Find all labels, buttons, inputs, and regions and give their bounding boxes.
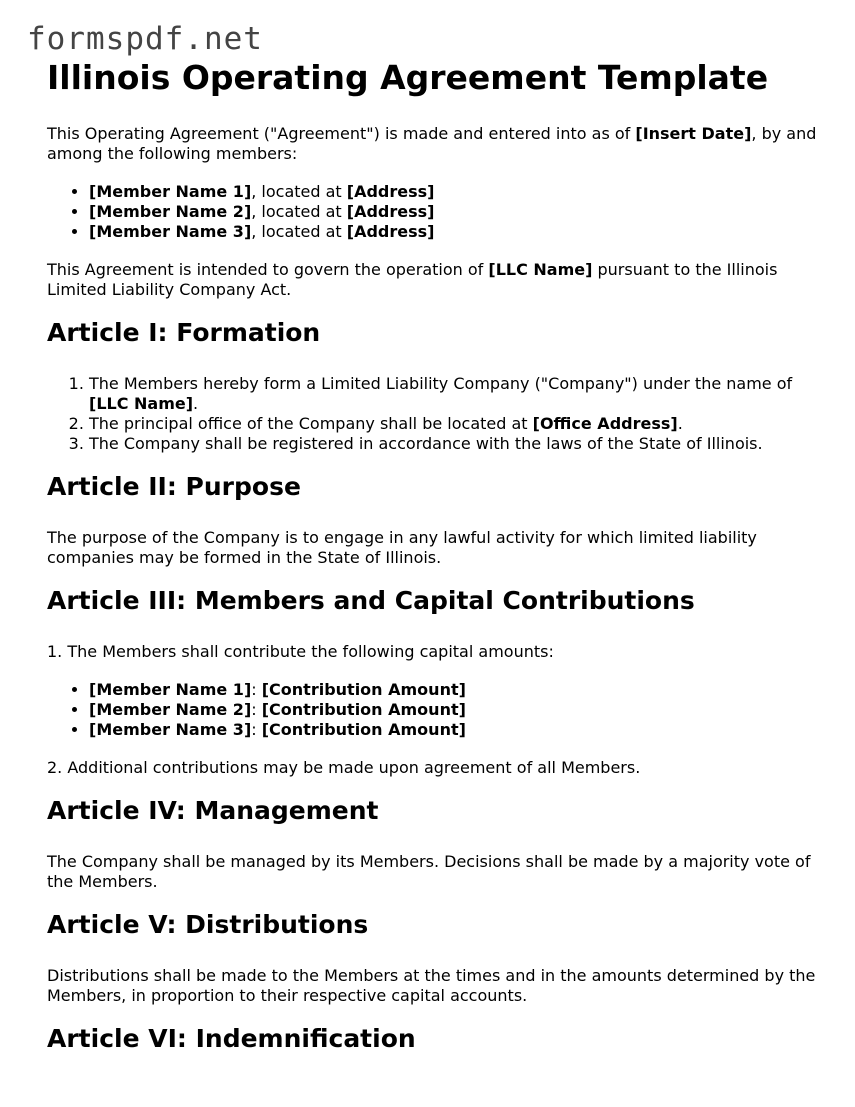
contribution-amount: [Contribution Amount] bbox=[261, 679, 466, 699]
list-item bbox=[89, 414, 827, 434]
management-paragraph: The Company shall be managed by its Members. Decisions shall be made by a majority vote of the Members. bbox=[47, 851, 811, 891]
llc-name-placeholder: [LLC Name] bbox=[488, 259, 593, 279]
article-4-heading: Article IV: Management bbox=[47, 795, 379, 825]
member-name: [Member Name 3] bbox=[89, 719, 252, 739]
member-name: [Member Name 2] bbox=[89, 201, 252, 221]
article-3-heading: Article III: Members and Capital Contributions bbox=[47, 585, 695, 615]
list-item bbox=[89, 182, 827, 202]
llc-name-placeholder: [LLC Name] bbox=[89, 393, 194, 413]
formation-text: The Company shall be registered in accordance with the laws of the State of Illinois. bbox=[89, 433, 763, 453]
member-address: [Address] bbox=[346, 181, 435, 201]
contribution-sep: : bbox=[251, 719, 262, 739]
document-title: Illinois Operating Agreement Template bbox=[47, 58, 769, 97]
article-6-heading: Article VI: Indemnification bbox=[47, 1023, 416, 1053]
formation-list bbox=[47, 374, 827, 454]
article-2-heading: Article II: Purpose bbox=[47, 471, 301, 501]
list-item bbox=[89, 374, 827, 414]
intro-paragraph bbox=[47, 124, 827, 164]
list-item bbox=[89, 222, 827, 242]
member-sep: , located at bbox=[251, 221, 347, 241]
member-address: [Address] bbox=[346, 221, 435, 241]
govern-paragraph bbox=[47, 260, 827, 300]
formation-text: The Members hereby form a Limited Liability Company ("Company") under the name of bbox=[89, 373, 793, 393]
member-sep: , located at bbox=[251, 201, 347, 221]
punct: . bbox=[677, 413, 683, 433]
site-watermark: formspdf.net bbox=[27, 21, 263, 57]
member-name: [Member Name 1] bbox=[89, 181, 252, 201]
punct: . bbox=[193, 393, 199, 413]
member-name: [Member Name 3] bbox=[89, 221, 252, 241]
contribution-amount: [Contribution Amount] bbox=[261, 699, 466, 719]
article-1-heading: Article I: Formation bbox=[47, 317, 321, 347]
list-item bbox=[89, 700, 827, 720]
additional-contributions: 2. Additional contributions may be made upon agreement of all Members. bbox=[47, 757, 641, 777]
distributions-paragraph: Distributions shall be made to the Members at the times and in the amounts determined by the Members, in proportion to their respective capital accounts. bbox=[47, 965, 816, 1005]
insert-date-placeholder: [Insert Date] bbox=[635, 123, 752, 143]
list-item bbox=[89, 202, 827, 222]
list-item bbox=[89, 434, 827, 454]
member-sep: , located at bbox=[251, 181, 347, 201]
formation-text: The principal office of the Company shall be located at bbox=[89, 413, 533, 433]
article-5-heading: Article V: Distributions bbox=[47, 909, 369, 939]
member-address: [Address] bbox=[346, 201, 435, 221]
list-item bbox=[89, 680, 827, 700]
intro-text-end: , by and among the following members: bbox=[47, 123, 817, 163]
list-item bbox=[89, 720, 827, 740]
purpose-paragraph: The purpose of the Company is to engage in any lawful activity for which limited liability companies may be formed in the State of Illinois. bbox=[47, 527, 757, 567]
member-name: [Member Name 1] bbox=[89, 679, 252, 699]
contributions-intro: 1. The Members shall contribute the following capital amounts: bbox=[47, 641, 554, 661]
govern-text: This Agreement is intended to govern the operation of bbox=[47, 259, 489, 279]
contribution-list bbox=[47, 680, 827, 740]
contribution-sep: : bbox=[251, 679, 262, 699]
document-page bbox=[47, 58, 827, 1080]
member-list bbox=[47, 182, 827, 242]
intro-text: This Operating Agreement ("Agreement") is made and entered into as of bbox=[47, 123, 636, 143]
office-address-placeholder: [Office Address] bbox=[532, 413, 678, 433]
contribution-amount: [Contribution Amount] bbox=[261, 719, 466, 739]
contribution-sep: : bbox=[251, 699, 262, 719]
govern-text-end: pursuant to the Illinois Limited Liability Company Act. bbox=[47, 259, 778, 299]
member-name: [Member Name 2] bbox=[89, 699, 252, 719]
